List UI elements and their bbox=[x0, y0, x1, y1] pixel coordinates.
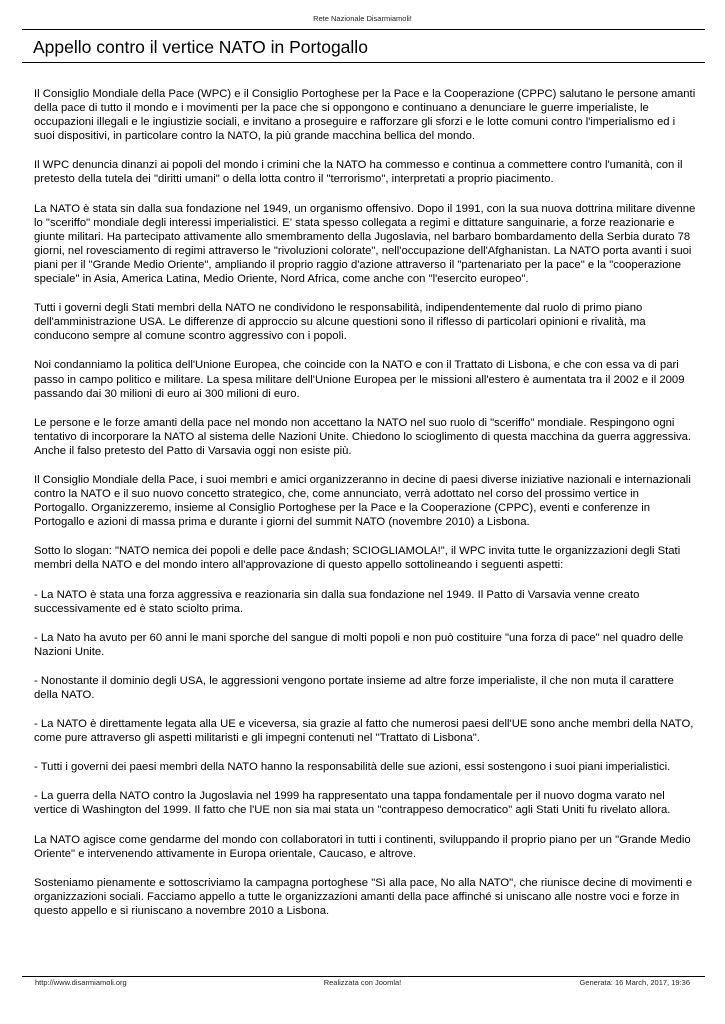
paragraph: La NATO è stata sin dalla sua fondazione nel 1949, un organismo offensivo. Dopo il 1991, con la sua nuova dottrina militare divenne lo "sceriffo" mondiale degli interessi imperialistici. E' stata spesso collegata a regimi e dittature sanguinarie, a forze reazionarie e giunte militari. Ha partecipato attivamente allo smembramento della Jugoslavia, nel barbaro bombardamento della Serbia durato 78 giorni, nel rovesciamento di regimi attraverso le "rivoluzioni colorate", nell'occupazione dell'Afghanistan. La NATO porta avanti i suoi piani per il "Grande Medio Oriente", ampliando il proprio raggio d'azione attraverso il "partenariato per la pace" e la "cooperazione speciale" in Asia, America Latina, Medio Oriente, Nord Africa, come anche con "l'esercito europeo". bbox=[34, 202, 696, 286]
footer-site-url[interactable]: http://www.disarmiamoli.org bbox=[35, 978, 127, 987]
paragraph: Il WPC denuncia dinanzi ai popoli del mondo i crimini che la NATO ha commesso e continua a commettere contro l'umanità, con il pretesto della tutela dei "diritti umani" o della lotta contro il "terrorismo", interpretati a proprio piacimento. bbox=[34, 159, 683, 186]
article-title: Appello contro il vertice NATO in Portogallo bbox=[33, 37, 368, 57]
site-header-title: Rete Nazionale Disarmiamoli! bbox=[313, 14, 412, 23]
article-body bbox=[34, 87, 696, 933]
paragraph: Noi condanniamo la politica dell'Unione Europea, che coincide con la NATO e con il Trattato di Lisbona, e che con essa va di pari passo in campo politico e militare. La spesa militare dell'Unione Europea per le missioni all'estero è aumentata tra il 2002 e il 2009 passando dai 30 milioni di euro ai 300 milioni di euro. bbox=[34, 359, 685, 400]
paragraph: La NATO agisce come gendarme del mondo con collaboratori in tutti i continenti, sviluppando il proprio piano per un "Grande Medio Oriente" e intervenendo attivamente in Europa orientale, Caucaso, e altrove. bbox=[34, 833, 691, 860]
paragraph: Tutti i governi degli Stati membri della NATO ne condividono le responsabilità, indipendentemente dal ruolo di primo piano dell'amministrazione USA. Le differenze di approccio su alcune questioni sono il riflesso di particolari opinioni e rivalità, ma conducono sempre al comune scontro aggressivo con i popoli. bbox=[34, 302, 646, 343]
footer-credit: Realizzata con Joomla! bbox=[323, 978, 402, 987]
paragraph: Il Consiglio Mondiale della Pace (WPC) e il Consiglio Portoghese per la Pace e la Cooperazione (CPPC) salutano le persone amanti della pace di tutto il mondo e i movimenti per la pace che si oppongono e continuano a denunciare le guerre imperialiste, le occupazioni illegali e le ingiustizie sociali, e invitano a proseguire e rafforzare gli sforzi e le lotte comuni contro l'imperialismo ed i suoi dispositivi, in particolare contro la NATO, la più grande macchina bellica del mondo. bbox=[34, 88, 696, 143]
paragraph: Le persone e le forze amanti della pace nel mondo non accettano la NATO nel suo ruolo di "sceriffo" mondiale. Respingono ogni tentativo di incorporare la NATO al sistema delle Nazioni Unite. Chiedono lo scioglimento di questa macchina da guerra aggressiva. Anche il falso pretesto del Patto di Varsavia oggi non esiste più. bbox=[34, 416, 692, 457]
bullet-paragraph: - La Nato ha avuto per 60 anni le mani sporche del sangue di molti popoli e non può costituire "una forza di pace" nel quadro delle Nazioni Unite. bbox=[34, 631, 684, 658]
bullet-paragraph: - La NATO è direttamente legata alla UE e viceversa, sia grazie al fatto che numerosi paesi dell'UE sono anche membri della NATO, come pure attraverso gli aspetti militaristi e gli impegni contenuti nel "Trattato di Lisbona". bbox=[34, 718, 694, 745]
bullet-paragraph: - Nonostante il dominio degli USA, le aggressioni vengono portate insieme ad altre forze imperialiste, il che non muta il carattere della NATO. bbox=[34, 674, 674, 701]
bullet-paragraph: - Tutti i governi dei paesi membri della NATO hanno la responsabilità delle sue azioni, essi sostengono i suoi piani imperialistici. bbox=[34, 761, 671, 774]
header-divider bbox=[22, 29, 705, 30]
bullet-paragraph: - La NATO è stata una forza aggressiva e reazionaria sin dalla sua fondazione nel 1949. Il Patto di Varsavia venne creato successivamente ed è stato sciolto prima. bbox=[34, 588, 640, 615]
paragraph: Il Consiglio Mondiale della Pace, i suoi membri e amici organizzeranno in decine di paesi diverse iniziative nazionali e internazionali contro la NATO e il suo nuovo concetto strategico, che, come annunciato, verrà adottato nel corso del prossimo vertice in Portogallo. Organizzeremo, insieme al Consiglio Portoghese per la Pace e la Cooperazione (CPPC), eventi e conferenze in Portogallo e azioni di massa prima e durante i giorni del summit NATO (novembre 2010) a Lisbona. bbox=[34, 473, 691, 529]
bullet-paragraph: - La guerra della NATO contro la Jugoslavia nel 1999 ha rappresentato una tappa fondamentale per il nuovo dogma varato nel vertice di Washington del 1999. Il fatto che l'UE non sia mai stata un "contrappeso democratico" agli Stati Uniti fu rivelato allora. bbox=[34, 790, 671, 817]
footer-divider bbox=[22, 976, 705, 977]
paragraph: Sotto lo slogan: "NATO nemica dei popoli e delle pace &ndash; SCIOGLIAMOLA!", il WPC invita tutte le organizzazioni degli Stati membri della NATO e del mondo intero all'approvazione di questo appello sottolineando i seguenti aspetti: bbox=[34, 545, 681, 572]
title-divider bbox=[22, 62, 705, 63]
footer-generated-date: Generata: 16 March, 2017, 19:36 bbox=[579, 978, 690, 987]
paragraph: Sosteniamo pienamente e sottoscriviamo la campagna portoghese "Sì alla pace, No alla NATO", che riunisce decine di movimenti e organizzazioni sociali. Facciamo appello a tutte le organizzazioni amanti della pace affinché si uniscano alle nostre voci e forze in questo appello e si riuniscano a novembre 2010 a Lisbona. bbox=[34, 876, 693, 917]
